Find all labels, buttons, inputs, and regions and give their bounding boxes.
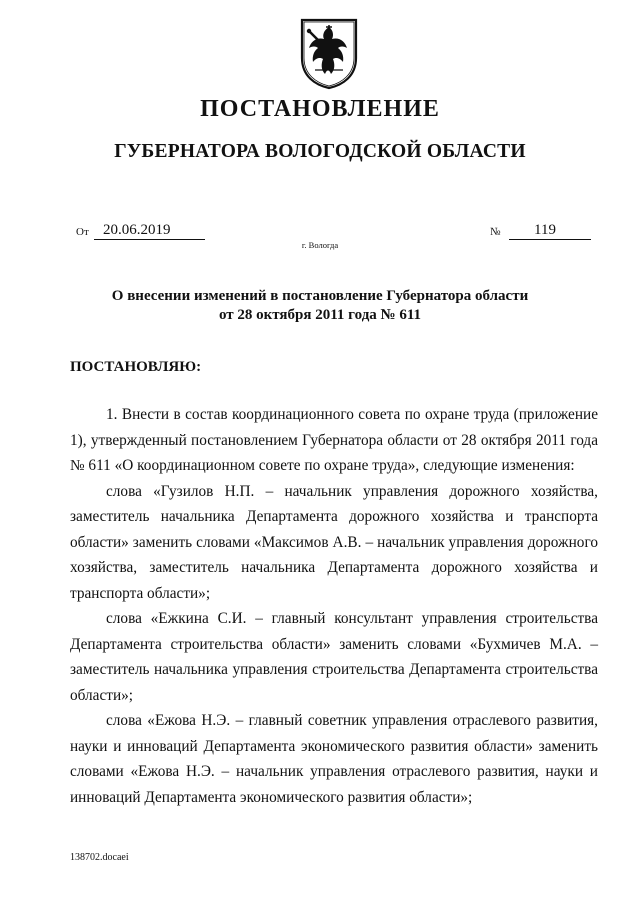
document-date: 20.06.2019 xyxy=(94,222,205,240)
decree-word: ПОСТАНОВЛЯЮ: xyxy=(70,359,202,375)
paragraph: слова «Гузилов Н.П. – начальник управления дорожного хозяйства, заместитель начальника Департамента дорожного хозяйства и транспорта области» заменить словами «Максимов А.В. – начальник управления дорожного хозяйства, заместитель начальника Департамента дорожного хозяйства и транспорта области»; xyxy=(70,482,598,602)
heading-line-2: от 28 октября 2011 года № 611 xyxy=(218,307,422,323)
number-prefix: № xyxy=(490,226,501,238)
date-prefix: От xyxy=(76,226,89,238)
city-label: г. Вологда xyxy=(301,240,339,250)
heading-line-1: О внесении изменений в постановление Губернатора области xyxy=(111,288,529,304)
document-title: ПОСТАНОВЛЕНИЕ xyxy=(200,96,440,122)
paragraph: 1. Внести в состав координационного совета по охране труда (приложение 1), утвержденный постановлением Губернатора области от 28 октября 2011 года № 611 «О координационном совете по охране труда», следующие изменения: xyxy=(70,406,598,474)
paragraph: слова «Ежкина С.И. – главный консультант управления строительства Департамента строительства области» заменить словами «Бухмичев М.А. – заместитель начальника управления строительства Департамента строительства области»; xyxy=(70,610,598,704)
footer-file-id: 138702.docaei xyxy=(70,852,129,863)
document-heading xyxy=(0,287,640,325)
coat-of-arms-icon xyxy=(299,18,359,90)
document-body xyxy=(70,402,598,810)
document-subtitle: ГУБЕРНАТОРА ВОЛОГОДСКОЙ ОБЛАСТИ xyxy=(114,141,526,162)
paragraph: слова «Ежова Н.Э. – главный советник управления отраслевого развития, науки и инноваций Департамента экономического развития области» заменить словами «Ежова Н.Э. – начальник управления отраслевого развития, науки и инноваций Департамента экономического развития области»; xyxy=(70,712,598,806)
document-number: 119 xyxy=(509,222,591,240)
